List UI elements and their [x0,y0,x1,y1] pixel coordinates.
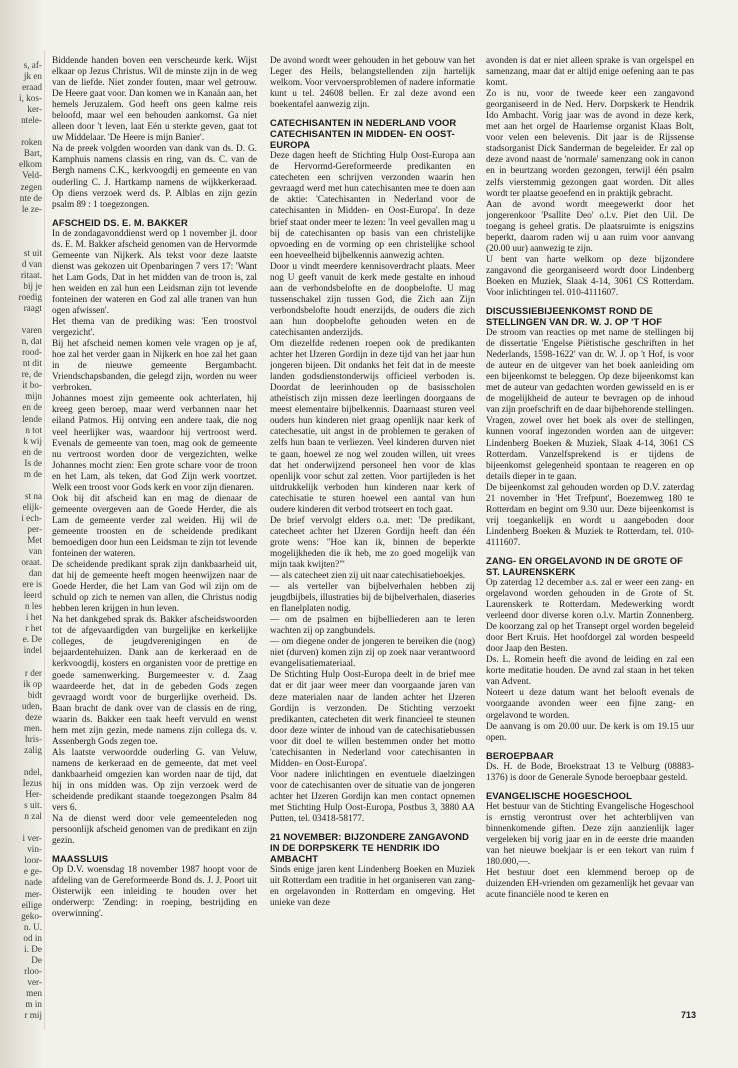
fringe-line [0,126,42,137]
article-heading: 21 NOVEMBER: BIJZONDERE ZANGAVOND IN DE DORPSKERK TE HENDRIK IDO AMBACHT [270,831,469,865]
fringe-line: en de [22,446,42,457]
fringe-line: nade [24,877,42,888]
fringe-line: it bo- [22,380,42,391]
column-left [52,56,257,1036]
gutter-line [44,50,45,1030]
paragraph: Na de preek volgden woorden van dank van ds. D. G. Kamphuis namens classis en ring, van ds. C. van de Bergh namens C.K., kerkvoogdij en gemeente en van ouderling C. J. Hartkamp namens de wijkkerkeraad. Op diens verzoek werd ds. P. Alblas en zijn gezin psalm 89 : 1 toegezongen. [52,144,257,210]
paragraph: De brief vervolgt elders o.a. met: 'De predikant, catecheet achter het IJzeren Gordijn heeft dan één grote wens: "Hoe kan ik, binnen de beperkte mogelijkheden die ik heb, me zo goed mogelijk van mijn taak kwijten?"' [270,515,475,570]
fringe-line: Is de [24,457,42,468]
article-heading: CATECHISANTEN IN NEDERLAND VOOR CATECHISANTEN IN MIDDEN- EN OOST-EUROPA [270,117,457,151]
fringe-line: loor- [24,855,42,866]
fringe-line: eilige [21,899,42,910]
paragraph: Het thema van de prediking was: 'Een troostvol vergezicht'. [52,317,257,339]
paragraph: In de zondagavonddienst werd op 1 november jl. door ds. E. M. Bakker afscheid genomen van de Hervormde Gemeente van Nijkerk. Als tekst voor deze laatste dienst was gekozen uit Openbaringen 7 vers 17: 'Want het Lam Gods, Dat in het midden van de troon is, zal hen weiden en zal hun een Leidsman zijn tot levende fonteinen der wateren en God zal alle tranen van hun ogen afwissen'. [52,228,257,316]
fringe-line: n, dat [21,336,42,347]
fringe-line [0,756,42,767]
fringe-line: ere is [22,579,42,590]
fringe-line: men [26,987,42,998]
fringe-line: s uit. [24,800,42,811]
fringe-line: e ge- [23,866,42,877]
article-heading: ZANG- EN ORGELAVOND IN DE GROTE OF ST. LAURENSKERK [486,554,683,577]
fringe-line: r mij [24,1010,42,1021]
paragraph: De aanvang is om 20.00 uur. De kerk is om 19.15 uur open. [486,721,694,743]
fringe-line: lende [22,413,42,424]
paragraph: Johannes moest zijn gemeente ook achterlaten, hij kreeg geen beroep, maar werd verbannen naar het eiland Patmos. Hij ontving een andere taak, die nog veel heerlijker was, waardoor hij vertroost werd. Evenals de gemeente van toen, mag ook de gemeente nu vertroost worden door de vergezichten, welke Johannes mocht zien: Een grote schare voor de troon en het Lam, als teken, dat God Zijn werk voortzet. Welk een troost voor Gods kerk en voor zijn dienaren. [52,394,257,493]
fringe-line: Met [27,535,42,546]
paragraph: De bijeenkomst zal gehouden worden op D.V. zaterdag 21 november in 'Het Trefpunt', Boezemweg 180 te Rotterdam en begint om 9.30 uur. Deze bijeenkomst is vrij toegankelijk en wordt u aangeboden door Lindenberg Boeken & Muziek te Rotterdam, tel. 010-4111607. [486,482,694,548]
fringe-line: varen [21,325,42,336]
fringe-line: m de [23,468,42,479]
fringe-line: mer- [24,888,42,899]
fringe-line: roken [21,137,42,148]
fringe-line: r der [24,667,42,678]
fringe-line: r het [25,623,42,634]
fringe-line: vin- [27,844,42,855]
fringe-line: roedig [18,291,42,302]
fringe-line: Bart, [23,148,42,159]
fringe-line: eraad [22,82,42,93]
article-heading: BEROEPBAAR [486,749,554,761]
paragraph: Door u vindt meerdere kennisoverdracht plaats. Meer nog U geeft vanuit de kerk mede gestalte en inhoud aan de verbondsbelofte en de doopbelofte. U mag tussenschakel zijn tussen God, die Zich aan Zijn verbondsbelofte houdt enerzijds, de ouders die zich aan hun doopbelofte gehouden weten en de catechisanten anderzijds. [270,261,475,338]
fringe-line: d van [21,258,42,269]
fringe-line: s, af- [23,60,42,70]
fringe-line: deze [25,711,42,722]
fringe-line: geko- [21,910,42,921]
fringe-line [0,237,42,248]
fringe-line: n. U. [23,921,42,932]
fringe-line: hris- [25,733,42,744]
fringe-line: bidt [27,689,42,700]
paragraph: De stroom van reacties op met name de stellingen bij de dissertatie 'Engelse Piëtistische geschriften in het Nederlands, 1598-1622' van dr. W. J. op 't Hof, is voor de auteur en de uitgever van het boek aanleiding om een bijeenkomst te beleggen. Op deze bijeenkomst kan met de auteur van gedachten worden gewisseld en is er de mogelijkheid de auteur te bevragen op de inhoud van zijn proefschrift en de daar bijbehorende stellingen. [486,328,694,416]
paragraph: Het bestuur doet een klemmend beroep op de duizenden EH-vrienden om gezamenlijk het gevaar van acute financiële nood te keren en [486,868,694,901]
fringe-line: le ze- [21,203,42,214]
fringe-line: Veld- [22,170,42,181]
paragraph: Als laatste verwoordde ouderling G. van Veluw, namens de kerkeraad en de gemeente, dat met veel dankbaarheid omgezien kan worden naar de tijd, dat hij in ons midden was. Op zijn verzoek werd de scheidende predikant staande toegezongen Psalm 84 vers 6. [52,747,257,814]
paragraph: Vragen, zowel over het boek als over de stellingen, kunnen vooraf ingezonden worden aan de uitgever: Lindenberg Boeken & Muziek, Slaak 4-14, 3061 CS Rotterdam. Vanzelfsprekend is er tijdens de bijeenkomst gelegenheid spontaan te reageren en op details dieper in te gaan. [486,416,694,482]
paragraph: Ook bij dit afscheid kan en mag de dienaar de gemeente overgeven aan de Goede Herder, die als Lam de gemeente verder zal weiden. Hij wil de gemeente troosten en de scheidende predikant bemoedigen door hun een Leidsman te zijn tot levende fonteinen der wateren. [52,493,257,560]
fringe-line: zalig [24,744,42,755]
fringe-line: raagt [23,303,42,314]
fringe-line: nte de [19,192,42,203]
fringe-line [0,226,42,237]
fringe-line: Iezus [22,778,42,789]
paragraph: Op zaterdag 12 december a.s. zal er weer een zang- en orgelavond worden gehouden in de Grote of St. Laurenskerk te Rotterdam. Medewerking wordt verleend door diverse koren o.l.v. Martin Zonnenberg. De koorzang zal op het Transept orgel worden begeleid door Bert Kruis. Het hoofdorgel zal worden bespeeld door Jaap den Besten. [486,577,694,655]
fringe-line: n les [24,601,42,612]
paragraph: Deze dagen heeft de Stichting Hulp Oost-Europa aan de Hervormd-Gereformeerde predikanten en catecheten een schrijven verzonden waarin hen gevraagd werd met hun catechisanten mee te doen aan de aktie: 'Catechisanten in Nederland voor de catechisanten in Midden- en Oost-Europa'. In deze brief staat onder meer te lezen: 'In veel gevallen mag u bij de catechisanten op basis van een christelijke opvoeding en de vorming op een christelijke school een hoeveelheid bijbelkennis aanwezig achten. [270,151,475,261]
fringe-line: per- [27,523,42,534]
previous-page-fringe [0,60,42,1040]
fringe-line: i, kos- [19,93,42,104]
fringe-line: ndel, [23,767,42,777]
paragraph: Na het dankgebed sprak ds. Bakker afscheidswoorden tot de afgevaardigden van burgelijke en kerkelijke colleges, de jeugdverenigingen en de bejaardentehuizen. Dank aan de kerkeraad en de kerkvoogdij, kosters en organisten voor de prettige en goede samenwerking. Burgemeester v. d. Zaag waardeerde het, dat in de gebeden Gods zegen gevraagd wordt voor de burgerlijke overheid. Ds. Baan bracht de dank over van de classis en de ring, waarin ds. Bakker een taak heeft vervuld en wenst hem met zijn gezin, mede namens zijn collega ds. v. Assenbergh Gods zegen toe. [52,615,257,747]
fringe-line: men. [23,722,42,733]
fringe-line: od in [23,932,42,943]
paragraph: Sinds enige jaren kent Lindenberg Boeken en Muziek uit Rotterdam een traditie in het organiseren van zang- en orgelavonden in Rotterdam en omgeving. Het unieke van deze [270,865,475,909]
fringe-line: i ech- [21,512,42,523]
fringe-line: dan [28,568,42,579]
fringe-line [0,657,42,668]
fringe-line [0,314,42,325]
column-right [486,56,694,1036]
fringe-line: st uit [23,247,42,258]
paragraph: Noteert u deze datum want het belooft evenals de voorgaande avonden weer een fijne zang- en orgelavond te worden. [486,688,694,721]
fringe-line: De [31,954,42,965]
fringe-line: rloo- [24,965,42,976]
fringe-line: indel [23,645,42,656]
fringe-line: elijk- [22,501,42,512]
article-heading: EVANGELISCHE HOGESCHOOL [486,789,632,801]
paragraph: U bent van harte welkom op deze bijzondere zangavond die georganiseerd wordt door Lindenberg Boeken en Muziek, Slaak 4-14, 3061 CS Rotterdam. Voor inlichtingen tel. 010-4111607. [486,254,694,298]
fringe-line: jk en [23,71,42,82]
fringe-line: oraat. [21,557,42,568]
fringe-line: ker- [27,104,42,115]
fringe-line [0,822,42,833]
fringe-line: k wij [23,435,42,446]
fringe-line: n tot [25,424,42,435]
fringe-line [0,480,42,491]
paragraph: De scheidende predikant sprak zijn dankbaarheid uit, dat hij de gemeente heeft mogen heenwijzen naar de Goede Herder, die het Lam van God wil zijn om de schuld op zich te nemen van allen, die Christus nodig hebben leren krijgen in hun leven. [52,560,257,615]
paragraph: — als catecheet zien zij uit naar catechisatieboekjes. [270,571,466,582]
paragraph: De avond wordt weer gehouden in het gebouw van het Leger des Heils, belangstellenden zijn hartelijk welkom. Voor vervoersproblemen of nadere informatie kunt u tel. 24608 bellen. Er zal deze avond een boekentafel aanwezig zijn. [270,56,475,111]
paragraph: Bij het afscheid nemen komen vele vragen op je af, hoe zal het verder gaan in Nijkerk en hoe zal het gaan in de nieuwe gemeente Bergambacht. Vriendschapsbanden, die gelegd zijn, worden nu weer verbroken. [52,339,257,394]
paragraph: avonden is dat er niet alleen sprake is van orgelspel en samenzang, maar dat er altijd enige oefening aan te pas komt. [486,56,694,89]
fringe-line: n zal [24,811,42,822]
paragraph: — om diegene onder de jongeren te bereiken die (nog) niet (durven) komen zijn zij op zoek naar verantwoord evangelisatiemateriaal. [270,637,475,670]
fringe-line: i ver- [22,833,42,844]
fringe-line: i. De [24,943,42,954]
article-heading: AFSCHEID DS. E. M. BAKKER [52,216,188,228]
paragraph: — als verteller van bijbelverhalen hebben zij jeugdbijbels, illustraties bij de bijbelverhalen, diaseries en flanelplaten nodig. [270,582,475,615]
fringe-line: Her- [25,789,42,800]
paragraph: Om diezelfde redenen roepen ook de predikanten achter het IJzeren Gordijn in deze tijd van het jaar hun jongeren bijeen. Dit ondanks het feit dat in de meeste landen godsdienstonderwijs officieel verboden is. Doordat de leerinhouden op de basisscholen atheïstisch zijn missen deze leerlingen doorgaans de meest elementaire bijbelkennis. Daarnaast sturen veel ouders hun kinderen niet graag openlijk naar kerk of catechesatie, uit angst in de problemen te geraken of zelfs hun baan te verliezen. Veel kinderen durven niet te gaan, hoewel ze nog wel zouden willen, uit vrees dat het onderwijzend personeel hen voor de klas openlijk voor schut zal zetten. Voor partijleden is het uitdrukkelijk verboden hun kinderen naar kerk of catechisatie te sturen hoewel een aantal van hun oudere kinderen dit verbod trotseert en toch gaat. [270,339,475,515]
fringe-line [0,215,42,226]
paragraph: Op D.V. woensdag 18 november 1987 hoopt voor de afdeling van de Gereformeerde Bond ds. J. J. Poort uit Oisterwijk een inleiding te houden over het onderwerp: 'Zending: in roeping, bestrijding en overwinning'. [52,865,257,920]
fringe-line: elkom [19,159,42,170]
paragraph: Het bestuur van de Stichting Evangelische Hogeschool is ernstig verontrust over het achterblijven van binnenkomende giften. Deze zijn aanzienlijk lager vergeleken bij vorig jaar en in de eerste drie maanden van het nieuwe boekjaar is er een tekort van ruim f 180.000,—. [486,801,694,867]
fringe-line: en de [22,402,42,413]
article-heading: MAASSLUIS [52,853,109,865]
fringe-line: e. De [22,634,42,645]
fringe-line: ntele- [21,115,42,126]
fringe-line: ik op [23,678,42,689]
fringe-line: leerd [23,590,42,601]
paragraph: Ds. L. Romein heeft die avond de leiding en zal een korte meditatie houden. De avnd zal staan in het teken van Advent. [486,655,694,688]
fringe-line: van [28,546,42,557]
fringe-line: uden, [21,700,42,711]
paragraph: Na de dienst werd door vele gemeenteleden nog persoonlijk afscheid genomen van de predikant en zijn gezin. [52,814,257,847]
paragraph: Voor nadere inlichtingen en eventuele diaelzingen voor de catechisanten over de situatie van de jongeren achter het IJzeren Gordijn kan men contact opnemen met Stichting Hulp Oost-Europa, Postbus 3, 3880 AA Putten, tel. 03418-58177. [270,769,475,825]
paragraph: Ds. H. de Bode, Broekstraat 13 te Velburg (08883-1376) is door de Generale Synode beroepbaar gesteld. [486,761,694,783]
column-middle [270,56,475,1036]
fringe-line: rood- [22,347,42,358]
fringe-line: m in [25,998,42,1009]
fringe-line: bij je [23,280,42,291]
page-number: 713 [680,1010,696,1020]
paragraph: Biddende handen boven een verscheurde kerk. Wijst elkaar op Jezus Christus. Wil de minste zijn in de weg van de liefde. Niet zonder fouten, maar wel getrouw. De Heere gaat voor. Dan komen we in Kanaän aan, het hemels Jeruzalem. God heeft ons geen kalme reis beloofd, maar wel een behouden aankomst. Ga niet alleen door 't leven, laat Eén u sterkte geven, gaat tot uw Middelaar. 'De Heere is mijn Banier'. [52,56,257,144]
paragraph: — om de psalmen en bijbelliederen aan te leren wachten zij op zangbundels. [270,615,475,637]
article-heading: DISCUSSIEBIJEENKOMST ROND DE STELLINGEN VAN DR. W. J. OP 'T HOF [486,305,663,328]
fringe-line: mijn [25,391,42,402]
fringe-line: zegen [20,181,42,192]
fringe-line: i het [25,612,42,623]
fringe-line: ritaat. [20,269,42,280]
paragraph: Aan de avond wordt meegewerkt door het jongerenkoor 'Psallite Deo' o.l.v. Piet den Uil. De toegang is geheel gratis. De plaatsruimte is enigszins beperkt, daarom raden wij u aan ruim voor aanvang (20.00 uur) aanwezig te zijn. [486,199,694,254]
fringe-line: st na [24,490,42,501]
fringe-line: re, de [21,369,42,380]
paragraph: Zo is nu, voor de tweede keer een zangavond georganiseerd in de Ned. Herv. Dorpskerk te Hendrik Ido Ambacht. Vorig jaar was de avond in deze kerk, met aan het orgel de Haarlemse organist Klaas Bolt, voor velen een belevenis. Dit jaar is de Rijssense stadsorganist Dick Sanderman de begeleider. Er zal op deze avond naast de 'normale' samenzang ook in canon en in beurtzang worden gezongen, terwijl één psalm zelfs vierstemmig gezongen gaat worden. Dit alles wordt ter plaatse geoefend en in praktijk gebracht. [486,89,694,199]
fringe-line: ver- [27,976,42,987]
fringe-line: nt dit [22,358,42,369]
paragraph: De Stichting Hulp Oost-Europa deelt in de brief mee dat er dit jaar weer meer dan voorgaande jaren van deze materialen naar de landen achter het IJzeren Gordijn is verzonden. De Stichting verzoekt predikanten, catecheten dit werk financieel te steunen door deze winter de inhoud van de catechisatiebussen voor dit doel te willen bestemmen onder het motto 'catechisanten in Nederland voor catechisanten in Midden- en Oost-Europa'. [270,670,475,769]
